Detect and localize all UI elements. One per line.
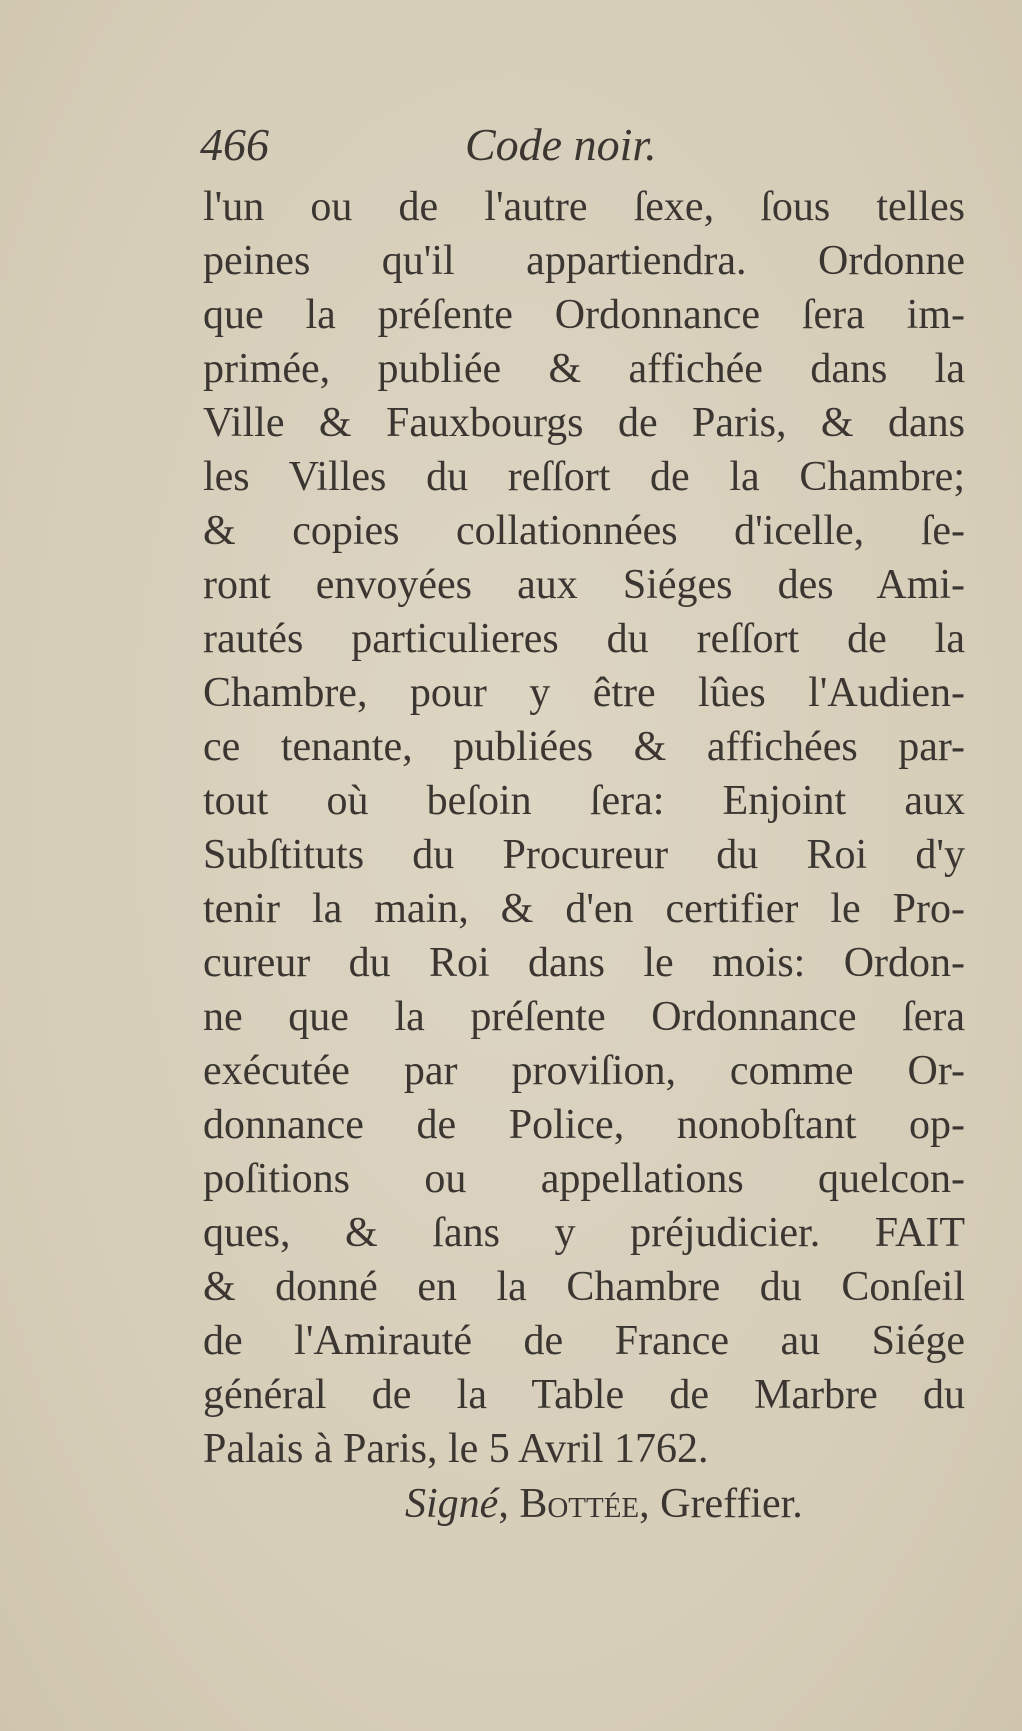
running-title: Code noir. (465, 119, 657, 170)
text-line: tenir la main, & d'en certifier le Pro- (203, 886, 965, 932)
text-line: & donné en la Chambre du Conſeil (203, 1264, 965, 1310)
text-line: tout où beſoin ſera: Enjoint aux (203, 778, 965, 824)
text-line: & copies collationnées d'icelle, ſe- (203, 508, 965, 554)
text-line: ront envoyées aux Siéges des Ami- (203, 562, 965, 608)
text-line: rautés particulieres du reſſort de la (203, 616, 965, 662)
text-line: Ville & Fauxbourgs de Paris, & dans (203, 400, 965, 446)
text-line: cureur du Roi dans le mois: Ordon- (203, 940, 965, 986)
text-line: ques, & ſans y préjudicier. FAIT (203, 1210, 965, 1256)
text-line: les Villes du reſſort de la Chambre; (203, 454, 965, 500)
text-line: ce tenante, publiées & affichées par- (203, 724, 965, 770)
text-line: poſitions ou appellations quelcon- (203, 1156, 965, 1202)
signed-label: Signé (405, 1481, 499, 1527)
text-line: donnance de Police, nonobſtant op- (203, 1102, 965, 1148)
page-number: 466 (200, 119, 269, 170)
signatory-name: Bottée (519, 1481, 640, 1527)
text-line: l'un ou de l'autre ſexe, ſous telles (203, 184, 965, 230)
body-text (203, 180, 965, 1476)
text-line: général de la Table de Marbre du (203, 1372, 965, 1418)
page-header (200, 118, 970, 178)
signatory-title: Greffier. (660, 1481, 803, 1527)
text-line: primée, publiée & affichée dans la (203, 346, 965, 392)
text-line: ne que la préſente Ordonnance ſera (203, 994, 965, 1040)
text-line: de l'Amirauté de France au Siége (203, 1318, 965, 1364)
signature-line: Signé, Bottée, Greffier. (405, 1481, 803, 1527)
text-line: Palais à Paris, le 5 Avril 1762. (203, 1426, 709, 1472)
text-line: peines qu'il appartiendra. Ordonne (203, 238, 965, 284)
text-line: Subſtituts du Procureur du Roi d'y (203, 832, 965, 878)
text-line: Chambre, pour y être lûes l'Audien- (203, 670, 965, 716)
text-line: exécutée par proviſion, comme Or- (203, 1048, 965, 1094)
text-line: que la préſente Ordonnance ſera im- (203, 292, 965, 338)
